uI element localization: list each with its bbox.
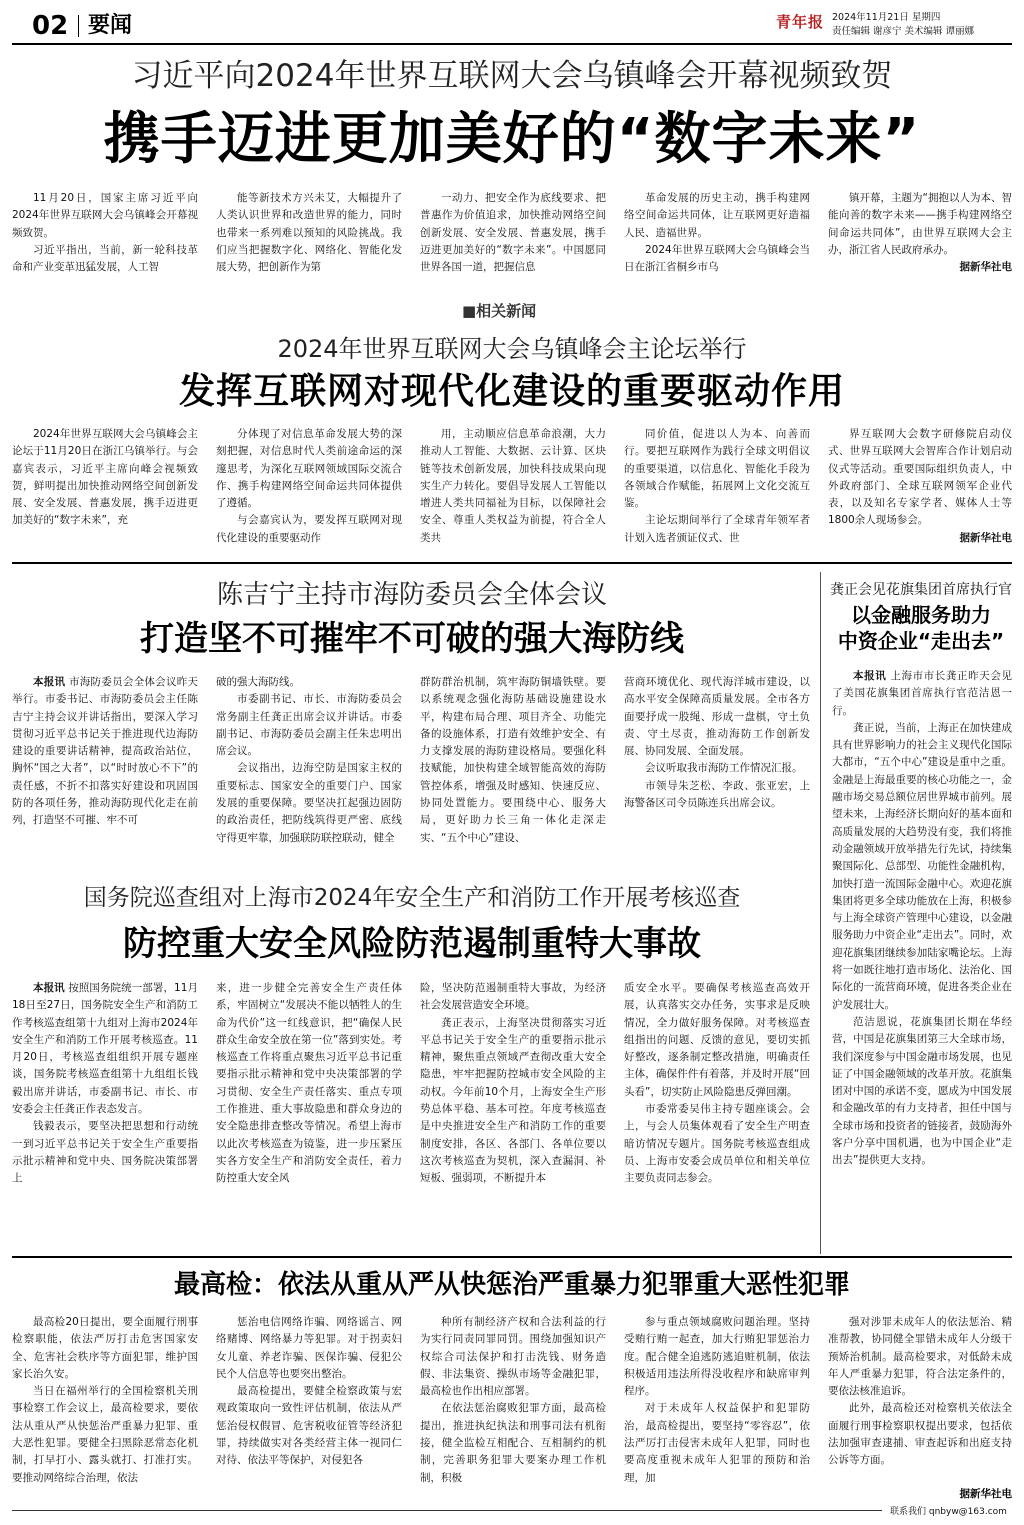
paragraph: 革命发展的历史主动，携手构建网络空间命运共同体，让互联网更好造福人民、造福世界。 <box>624 192 810 239</box>
paragraph: 质安全水平。要确保考核巡查高效开展，认真落实交办任务，实事求是反映情况，全力做好服务保障。对考核巡查组指出的问题、反馈的意见，要切实抓好整改，逐条制定整改措施，明确责任主体，确保件件有着落，并及时开展“回头看”，切实防止风险隐患反弹回潮。 <box>624 982 810 1098</box>
lead-col-5 <box>828 190 1012 294</box>
paragraph: 界互联网大会数字研修院启动仪式、世界互联网大会智库合作计划启动仪式等活动。重要国际组织负责人，中外政府部门、全球互联网领军企业代表，以及知名专家学者、媒体人士等1800余人现场参会。 <box>828 428 1012 527</box>
paragraph: 来，进一步健全完善安全生产责任体系，牢固树立“发展决不能以牺牲人的生命为代价”这一红线意识，把“确保人民群众生命安全放在第一位”落到实处。考核巡查工作将重点聚焦习近平总书记重要指示批示精神和党中央决策部署的学习贯彻、安全生产责任落实、重点专项工作推进、重大事故隐患和群众身边的安全隐患排查整改等情况。希望上海市以此次考核巡查为镜鉴，进一步压紧压实各方安全生产和消防安全责任，着力防控重大安全风 <box>216 982 402 1185</box>
lead-col-3 <box>420 190 606 294</box>
paragraph: 市委副书记、市长、市海防委员会常务副主任龚正出席会议并讲话。市委副书记、市海防委员会副主任朱忠明出席会议。 <box>216 693 402 758</box>
paragraph: 镇开幕，主题为“拥抱以人为本、智能向善的数字未来——携手构建网络空间命运共同体”，由世界互联网大会主办，浙江省人民政府承办。 <box>828 192 1012 256</box>
paragraph: 一动力、把安全作为底线要求、把普惠作为价值追求，加快推动网络空间创新发展、安全发展、普惠发展，携手迈进更加美好的“数字未来”。中国愿同世界各国一道，把握信息 <box>420 192 606 274</box>
lead-headline: 携手迈进更加美好的“数字未来” <box>103 107 921 172</box>
related-col-2 <box>216 426 402 550</box>
paragraph: 惩治电信网络诈骗、网络谣言、网络赌博、网络暴力等犯罪。对于拐卖妇女儿童、养老诈骗、医保诈骗、侵犯公民个人信息等也要突出整治。 <box>216 1316 402 1380</box>
paragraph: 本报讯 按照国务院统一部署，11月18日至27日，国务院安全生产和消防工作考核巡查组第十九组对上海市2024年安全生产和消防工作开展考核巡查。11月20日，考核巡查组组织开展专题座谈，国务院考核巡查组第十九组组长钱毅出席并讲话，市委副书记、市长、市安委会主任龚正作表态发言。 <box>12 982 198 1116</box>
paragraph: 龚正表示，上海坚决贯彻落实习近平总书记关于安全生产的重要指示批示精神，聚焦重点领域严查彻改重大安全隐患，牢牢把握防控城市安全风险的主动权。今年前10个月，上海安全生产形势总体平稳、基本可控。年度考核巡查是中央推进安全生产和消防工作的重要制度安排，各区、各部门、各单位要以这次考核巡查为契机，深入查漏洞、补短板、强弱项，不断提升本 <box>420 1016 606 1185</box>
proc-col-4 <box>624 1314 810 1504</box>
paragraph: 能等新技术方兴未艾，大幅提升了人类认识世界和改造世界的能力，同时也带来一系列难以预知的风险挑战。我们应当把握数字化、网络化、智能化发展大势，把创新作为第 <box>216 192 402 274</box>
safety-col-4 <box>624 980 810 1252</box>
citi-headline-line2: 中资企业“走出去” <box>837 629 1005 653</box>
citi-kicker: 龚正会见花旗集团首席执行官 <box>830 582 1012 598</box>
safety-kicker: 国务院巡查组对上海市2024年安全生产和消防工作开展考核巡查 <box>83 885 741 911</box>
paragraph: 与会嘉宾认为，要发挥互联网对现代化建设的重要驱动作 <box>216 514 402 544</box>
footer-contact: 联系我们 qnbyw@163.com <box>890 1507 1007 1517</box>
proc-col-5 <box>828 1314 1012 1504</box>
haifang-col-3 <box>420 674 606 866</box>
paragraph: 参与重点领域腐败问题治理。坚持受贿行贿一起查，加大行贿犯罪惩治力度。配合健全追逃防逃追赃机制，依法积极适用违法所得没收程序和缺席审判程序。 <box>624 1316 810 1398</box>
source-credit: 据新华社电 <box>959 531 1012 544</box>
footer-rule <box>12 1510 882 1511</box>
related-kicker: 2024年世界互联网大会乌镇峰会主论坛举行 <box>277 335 747 363</box>
safety-headline: 防控重大安全风险防范遏制重特大事故 <box>123 924 701 964</box>
paragraph: 群防群治机制，筑牢海防铜墙铁壁。要以系统观念强化海防基础设施建设水平，构建布局合理、项目齐全、功能完备的设施体系，打造有效维护安全、有力支撑发展的海防建设格局。要强化科技赋能，加快构建全域智能高效的海防管控体系，增强及时感知、快速反应、协同处置能力。要围绕中心、服务大局，更好助力长三角一体化走深走实、“五个中心”建设、 <box>420 676 606 844</box>
sidebar-divider <box>820 572 821 1254</box>
paragraph: 市领导朱芝松、李政、张亚宏，上海警备区司令员陈连兵出席会议。 <box>624 779 810 810</box>
paragraph: 当日在福州举行的全国检察机关刑事检察工作会议上，最高检要求，要依法从重从严从快惩治严重暴力犯罪、重大恶性犯罪。要健全扫黑除恶常态化机制，打早打小、露头就打、打准打实。要推动网络综合治理，依法 <box>12 1385 198 1484</box>
header-divider <box>78 15 79 37</box>
source-credit: 据新华社电 <box>959 261 1012 274</box>
paragraph: 同价值，促进以人为本、向善而行。要把互联网作为践行全球文明倡议的重要渠道，以信息化、智能化手段为各领域合作赋能，拓展网上文化交流互鉴。 <box>624 428 810 510</box>
paragraph: 营商环境优化、现代海洋城市建设，以高水平安全保障高质量发展。全市各方面要抒成一股绳、形成一盘棋，守土负责、守土尽责，推动海防工作创新发展、协同发展、全面发展。 <box>624 676 810 758</box>
paragraph: 最高检20日提出，要全面履行刑事检察职能，依法严厉打击危害国家安全、危害社会秩序等方面犯罪，维护国家长治久安。 <box>12 1316 198 1380</box>
paragraph: 会议听取我市海防工作情况汇报。 <box>645 762 803 775</box>
paragraph: 会议指出，边海空防是国家主权的重要标志、国家安全的重要门户、国家发展的重要保障。要坚决扛起强边固防的政治责任，把防线筑得更严密、底线守得更牢靠，加强联防联控联动，健全 <box>216 762 402 844</box>
paragraph: 钱毅表示，要坚决把思想和行动统一到习近平总书记关于安全生产重要指示批示精神和党中央、国务院决策部署上 <box>12 1120 198 1185</box>
safety-col-3 <box>420 980 606 1252</box>
paragraph: 龚正说，当前，上海正在加快建成具有世界影响力的社会主义现代化国际大都市，“五个中心”建设是重中之重。金融是上海最重要的核心功能之一，金融市场交易总额位居世界城市前列。展望未来，上海经济长期向好的基本面和高质量发展的大趋势没有变，我们将推动金融领域开放举措先行先试，持续集聚国际化、总部型、功能性金融机构，加快打造一流国际金融中心。欢迎花旗集团将更多全球功能放在上海，积极参与上海全球资产管理中心建设，以金融服务助力中资企业“走出去”。同时，欢迎花旗集团继续参加陆家嘴论坛。上海将一如既往地打造市场化、法治化、国际化的一流营商环境，促进各类企业在沪发展壮大。 <box>832 721 1012 1011</box>
proc-col-2 <box>216 1314 402 1504</box>
paragraph: 险，坚决防范遏制重特大事故，为经济社会发展营造安全环境。 <box>420 982 606 1012</box>
lead-kicker: 习近平向2024年世界互联网大会乌镇峰会开幕视频致贺 <box>131 58 893 94</box>
paragraph: 最高检提出，要健全检察政策与宏观政策取向一致性评估机制，依法从严惩治侵权假冒、危害税收征管等经济犯罪，持续做实对各类经营主体一视同仁对待、依法平等保护，对侵犯各 <box>216 1385 402 1467</box>
newspaper-logo: 青年报 <box>776 13 825 31</box>
related-col-1 <box>12 426 198 550</box>
citi-headline-line1: 以金融服务助力 <box>851 603 991 627</box>
page-number: 02 <box>32 11 69 41</box>
paragraph: 分体现了对信息革命发展大势的深刻把握，对信息时代人类前途命运的深邃思考，为深化互联网领域国际交流合作、携手构建网络空间命运共同体提供了遵循。 <box>216 428 402 510</box>
haifang-kicker: 陈吉宁主持市海防委员会全体会议 <box>216 580 607 610</box>
citi-body <box>832 668 1012 1250</box>
haifang-headline: 打造坚不可摧牢不可破的强大海防线 <box>140 619 684 659</box>
paragraph: 破的强大海防线。 <box>216 676 300 688</box>
source-credit: 据新华社电 <box>959 1488 1012 1500</box>
paragraph: 范洁恩说，花旗集团长期在华经营，中国是花旗集团第三大全球市场，我们深度参与中国金融市场发展，也见证了中国金融领域的改革开放。花旗集团对中国的承诺不变，愿成为中国发展和金融改革的有力支持者，担任中国与全球市场和投资者的链接者，鼓励海外客户分享中国机遇，也为中国企业“走出去”提供更大支持。 <box>832 1015 1012 1167</box>
safety-col-1 <box>12 980 198 1252</box>
header-rule <box>12 43 1012 45</box>
lead-col-4 <box>624 190 810 294</box>
related-news-label: ■相关新闻 <box>462 302 537 320</box>
haifang-col-1 <box>12 674 198 866</box>
paragraph: 2024年世界互联网大会乌镇峰会当日在浙江省桐乡市乌 <box>624 243 810 274</box>
issue-date: 2024年11月21日 星期四 <box>832 12 941 23</box>
safety-col-2 <box>216 980 402 1252</box>
haifang-col-2 <box>216 674 402 866</box>
lead-label: 本报讯 <box>853 670 887 682</box>
lead-label: 本报讯 <box>33 676 66 688</box>
proc-col-3 <box>420 1314 606 1504</box>
paragraph: 市委常委吴伟主持专题座谈会。会上，与会人员集体观看了安全生产明查暗访情况专题片。国务院考核巡查组成员、上海市安委会成员单位和相关单位主要负责同志参会。 <box>624 1103 810 1185</box>
paragraph: 本报讯 上海市市长龚正昨天会见了美国花旗集团首席执行官范洁恩一行。 <box>832 670 1012 717</box>
paragraph: 习近平指出，当前，新一轮科技革命和产业变革迅猛发展，人工智 <box>12 243 198 274</box>
related-headline: 发挥互联网对现代化建设的重要驱动作用 <box>178 371 845 412</box>
lead-col-1 <box>12 190 198 294</box>
paragraph: 本报讯 市海防委员会全体会议昨天举行。市委书记、市海防委员会主任陈吉宁主持会议并讲话指出，要深入学习贯彻习近平总书记关于推进现代边海防建设的重要讲话精神，提高政治站位，胸怀“国之大者”，以“时时放心不下”的责任感，不折不扣落实好建设和巩固国防的各项任务，推动海防现代化走在前列，打造坚不可摧、牢不可 <box>12 676 198 827</box>
paragraph: 种所有制经济产权和合法利益的行为实行同责同罪同罚。围绕加强知识产权综合司法保护和打击洗钱、财务造假、非法集资、操纵市场等金融犯罪，最高检也作出相应部署。 <box>420 1316 606 1398</box>
paragraph: 11月20日，国家主席习近平向2024年世界互联网大会乌镇峰会开幕视频致贺。 <box>12 192 198 239</box>
lead-label: 本报讯 <box>33 982 65 994</box>
paragraph: 强对涉罪未成年人的依法惩治、精准帮教，协同健全罪错未成年人分级干预矫治机制。最高检要求，对低龄未成年人严重暴力犯罪，符合法定条件的，要依法核准追诉。 <box>828 1316 1012 1398</box>
procuratorate-headline: 最高检：依法从重从严从快惩治严重暴力犯罪重大恶性犯罪 <box>173 1270 850 1300</box>
paragraph: 此外，最高检还对检察机关依法全面履行刑事检察职权提出要求，包括依法加强审查逮捕、审查起诉和出庭支持公诉等方面。 <box>828 1402 1012 1467</box>
section-rule <box>12 1256 1012 1258</box>
related-col-5 <box>828 426 1012 550</box>
paragraph: 在依法惩治腐败犯罪方面，最高检提出，推进执纪执法和刑事司法有机衔接，健全监检互相配合、互相制约的机制，完善职务犯罪大要案办理工作机制，积极 <box>420 1402 606 1484</box>
paragraph: 用，主动顺应信息革命浪潮，大力推动人工智能、大数据、云计算、区块链等技术创新发展，加快科技成果向现实生产力转化。要倡导发展人工智能以增进人类共同福祉为目标，以保障社会安全、尊重人类权益为前提，符合全人类共 <box>420 428 606 544</box>
lead-col-2 <box>216 190 402 294</box>
paragraph: 主论坛期间举行了全球青年领军者计划入选者颁证仪式、世 <box>624 514 810 544</box>
section-name: 要闻 <box>88 13 133 38</box>
section-rule <box>12 562 1012 564</box>
related-col-4 <box>624 426 810 550</box>
paragraph: 对于未成年人权益保护和犯罪防治，最高检提出，要坚持“零容忍”，依法严厉打击侵害未成年人犯罪，同时也要高度重视未成年人犯罪的预防和治理，加 <box>624 1402 810 1484</box>
paragraph: 2024年世界互联网大会乌镇峰会主论坛于11月20日在浙江乌镇举行。与会嘉宾表示，习近平主席向峰会视频致贺，鲜明提出加快推动网络空间创新发展、安全发展、普惠发展，携手迈进更加美好的“数字未来”，充 <box>12 428 198 527</box>
haifang-col-4 <box>624 674 810 866</box>
editors-credit: 责任编辑 谢彦宁 美术编辑 谭丽娜 <box>832 26 975 37</box>
page-header <box>0 0 1024 46</box>
related-col-3 <box>420 426 606 550</box>
proc-col-1 <box>12 1314 198 1504</box>
